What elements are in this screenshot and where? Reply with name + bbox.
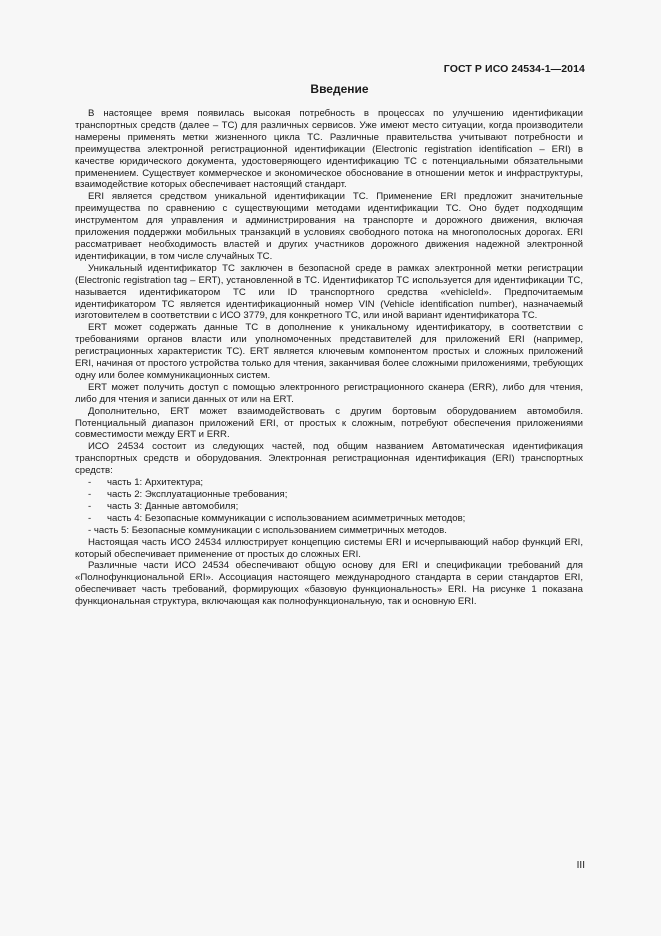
paragraph: ИСО 24534 состоит из следующих частей, под общим названием Автоматическая идентификация транспортных средств и оборудования. Электронная регистрационная идентификация (ERI) транспортных средств: [75, 441, 583, 477]
document-code: ГОСТ Р ИСО 24534-1—2014 [443, 63, 585, 75]
list-item [88, 501, 583, 513]
list-item [88, 513, 583, 525]
list-item [88, 477, 583, 489]
page-number: III [576, 860, 585, 871]
section-title: Введение [310, 82, 369, 96]
paragraph: ERT может содержать данные ТС в дополнение к уникальному идентификатору, в соответствии с требованиями органов власти или уполномоченных представителей для приложений ERI (например, регистрационных характеристик ТС). ERT является ключевым компонентом простых и сложных приложений ERI, начиная от простого устройства только для чтения, заканчивая более сложными приложениями, требующих одну или более коммуникационных систем. [75, 322, 583, 381]
document-body [75, 108, 583, 608]
list-item-text: часть 3: Данные автомобиля; [107, 500, 239, 512]
list-item-text: часть 4: Безопасные коммуникации с использованием асимметричных методов; [107, 512, 466, 524]
paragraph: ERT может получить доступ с помощью электронного регистрационного сканера (ERR), либо для чтения, либо для чтения и записи данных от или на ERT. [75, 381, 583, 405]
list-item [88, 525, 583, 537]
list-dash: - [88, 477, 92, 489]
paragraph: Настоящая часть ИСО 24534 иллюстрирует концепцию системы ERI и исчерпывающий набор функций ERI, который обеспечивает применение от простых до сложных ERI. [75, 536, 583, 560]
list-dash: - [88, 500, 92, 512]
paragraph: Различные части ИСО 24534 обеспечивают общую основу для ERI и спецификации требований для «Полнофункциональной ERI». Ассоциация настоящего международного стандарта в серии стандартов ERI, обеспечивает часть требований, формирующих «базовую функциональность» ERI. На рисунке 1 показана функциональная структура, включающая как полнофункциональную, так и основную ERI. [75, 560, 583, 608]
paragraph: Дополнительно, ERT может взаимодействовать с другим бортовым оборудованием автомобиля. Потенциальный диапазон приложений ERI, от простых к сложным, потребуют обеспечения приложениями совместимости между ERT и ERR. [75, 405, 583, 441]
list-item-text: часть 1: Архитектура; [107, 477, 204, 489]
list-dash: - [88, 512, 92, 524]
paragraph: Уникальный идентификатор ТС заключен в безопасной среде в рамках электронной метки регистрации (Electronic registration tag – ERT), установленной в ТС. Идентификатор ТС используется для идентификации ТС, называется идентификатором ТС или ID транспортного средства «vehicleId». Предпочитаемым идентификатором ТС является идентификационный номер VIN (Vehicle identification number), назначаемый изготовителем в соответствии с ИСО 3779, для конкретного ТС, или иной вариант идентификатора ТС. [75, 262, 583, 322]
list-dash: - [88, 489, 92, 500]
list-item [88, 489, 583, 501]
paragraph: В настоящее время появилась высокая потребность в процессах по улучшению идентификации транспортных средств (далее – ТС) для различных сервисов. Уже имеют место ситуации, когда производители намерены применять метки жизненного цикла ТС. Различные правительства учитывают потребности и преимущества электронной регистрационной идентификации (Electronic registration identification – ERI) в качестве юридического документа, удостоверяющего идентификацию ТС с потенциальными обязательными применением. Существует коммерческое и экономическое обоснование в отношении меток и инфраструктуры, взаимодействие которых обеспечивает настоящий стандарт. [75, 108, 583, 191]
list-item-text: часть 2: Эксплуатационные требования; [107, 489, 288, 500]
parts-list [75, 477, 583, 537]
list-item-text: - часть 5: Безопасные коммуникации с использованием симметричных методов. [88, 524, 447, 536]
paragraph: ERI является средством уникальной идентификации ТС. Применение ERI предложит значительные преимущества по сравнению с существующими методами идентификации ТС. Оно будет подходящим инструментом для управления и администрирования на транспорте и дорожного движения, включая приложения поддержки мобильных транзакций в условиях свободного потока на многополосных дорогах. ERI рассматривает необходимость властей и других участников дорожного движения надежной электронной идентификации, в том числе случайных ТС. [75, 191, 583, 262]
